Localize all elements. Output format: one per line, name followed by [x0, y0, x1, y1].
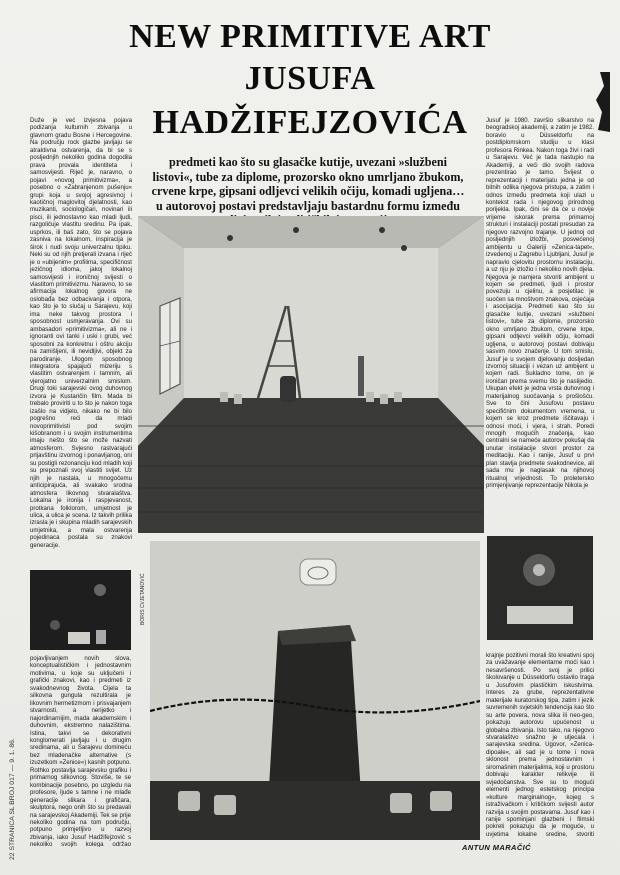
column-text: Jusuf je 1980. završio slikarstvo na beogradskoj akademiji, a zatim je 1982. boravio u Düsseldorfu na postdiplomskom studiju u klasi profesora Rinkea. Nakon toga živi i radi u Sarajevu. Već je tada nastupio na Akademiji, a veći dio svojih radova prezentirao je tamo. Svijest o reprezentaciji i materijalu jedna je od bitnih odlika njegova pristupa, a zatim i odnos između predmeta koji ulazi u kontekst rada i njegovog prirodnog porijekla. Ipak, čini se da će u novije vrijeme iskorak prema primarnoj strukturi i instalaciji postati presudan za njegovo razvojno trajanje. U jednoj od posljednjih izložbi, posvećenoj ambijentu u Galeriji »Zenica-tapet«, izvedenoj u Zagrebu i Ljubljani, Jusuf je napravio cjelovitu prostornu instalaciju, a uz nju je izložio i nekoliko novih djela. Njegova je namjera stvoriti ambijent u kojem se predmeti, ljudi i prostor povezuju u cjelinu, a posjetilac je suočen sa mnoštvom znakova, osjećaja i asocijacija. Predmeti kao što su glasačke kutije, uvezani »službeni listovi«, tube za diplome, prozorsko okno umrljano žbukom, crvene krpe, gipsani odljevci velikih očiju, komadi ugljena, u autorovoj postavi dobivaju sasvim novo značenje. U tom smislu, Jusuf je u svojem djelovanju dosljedan izvornoj situaciji i vezan uz ambijent u kojem radi. Sukladno tome, on je ironičan prema svemu što je naslijedio. Ukupan efekt je jedna vrsta duhovnog i materijalnog suočavanja s prošlošću. Sve to čini Jusufovu postavu specifičnim dokumentom vremena, u kojem se kroz predmete iščitavaju i odnosi moći, i vjera, i strah. Poredi mnogih mogućih značenja, kao centralni se nameće autorov pokušaj da unutar instalacije stvori prostor za meditaciju. Kao i ranije, Jusuf u prvi plan stavlja predmete svakodnevice, ali sada mu je naglasak na njihovoj ritualnoj vrijednosti. To proletersko primjenjivanje reprezentacije Nikola je — [486, 117, 594, 490]
detail-right-image — [487, 536, 593, 640]
page-footer: 22 STRANICA SL BROJ 017 — 9. 1. 86. — [9, 738, 16, 860]
title-line-1: NEW PRIMITIVE ART — [129, 18, 491, 55]
gallery-room-image — [138, 216, 484, 533]
detail-left-image — [30, 570, 131, 650]
photo-gallery-room — [138, 216, 484, 533]
text-column-right-top — [486, 117, 594, 537]
title-line-2: JUSUFA — [244, 60, 376, 97]
column-text: krajnje pozitivni morali što kreativni spoj za uvažavanje elementarne moći kao i nesavršenosti. Po svoj je prilici školovanje u Düsseldorfu ostavilo traga u Jusufovim plastičkim iskustvima. Interes za grube, reprezentativne materijale kuratorskog tipa, zatim i jezik suvremenih svjetskih tendencija kao što su arte povera, nova slika ili neo-geo, pokazuju autorovu upućenost u globalna zbivanja. Isto tako, na njegovo stvaralaštvo snažno je utjecala i sarajevska sredina. Ugovor, »Zenica-dipoale«, ali sad je u tome i nova sklonost prema jednostavnim i siromašnim materijalima, koji u prostoru dobivaju karakter relikvije ili svjedočanstva. Sve su to mogući elementi jednog estetskog principa »kulture marginalnog«, kojeg s istraživačkom i kritičkom svijesti autor razvija u svojim postavama. Jusuf kao i ranije spominjani glazbeni i filmski pokreti pokazuju da je moguće, u uvjetima lokalne sredine, stvoriti — [486, 652, 594, 838]
lead-paragraph: predmeti kao što su glasačke kutije, uvezani »službeni listovi«, tube za diplome, prozorsko okno umrljano žbukom, crvene krpe, gipsani odljevci velikih očiju, komadi ugljena… u autorovoj postavi predstavljaju bastardnu formu između — [151, 155, 465, 213]
column-text: pojavljivanjem novih slova, konceptualističkim i jednostavnim motivima, u koje su uključeni i grafički znakovi, kao i predmeti iz svakodnevnog života. Cijela ta silkovna gungula rezultirala je likovnim hermetizmom i prisvajanjem stvarnosti, a nerijetko i najordinarnijim, mada akademskim i duhovnim, ekstremno nalazištima. Istina, takvi se dekorativni konglomerati javljaju i u drugim sredinama, ali u Sarajevu domineću bez mladenačke alternative (s izuzetkom »Zenice«) kasnih potpuno. Rothko postavlja sarajevsku grafiku i primarnog silkovnog. Stoviše, te se kombinacije posebno, po uzgledu na profesore, ljude s tamne i ne mlađe generacije slikara i grafičara, skulptora, nego onih što su predavali na sarajevskoj Akademiji. Tek se prije nekoliko godina na tom području, potpuno primjetljivo u razvoj zbivanja, iako Jusuf Hadžifejzović s nekoliko svojih kolega održao — [30, 655, 131, 847]
title-line-3: HADŽIFEJZOVIĆA — [152, 104, 468, 141]
photo-credit: BORIS CVJETANOVIĆ — [140, 573, 146, 625]
column-text: Duže je već izvjesna pojava podizanja kulturnih zbivanja u glavnom gradu Bosne i Hercegovine. Na području rock glazbe javljaju se atraktivna ostvarenja, da bi se s posljednjih nekoliko godina dogodila prava provala identiteta i samosvijesti. Riječ je, naravno, o pojavi »novog primitivizma«, a posebno o »Zabranjenom pušenju« grupi koja u svojoj agresivnoj i kaotičnoj maglovitoj djelatnosti, kao muzikanti, sociologičari, novinari ili pisci, ili jednostavno kao mladi ljudi, razgoličuje vlastitu sredinu. Pa ipak, usprkos, ili baš zato, što se pojava zasniva na lokalnom, inspiracija je širok i nudi svoju univerzalnu tipiku. Neki su od njih pretjerali izvana i riječ je o »ubijenim« profilima, specifičnost jezičnog idioma, jakoj lokalnoj samosvijesti i ironičnoj svijesti o vlastitom primitivizmu. Naravno, to se afirmacija lokalnog govora ne oslobađa bez odbacivanja i otpora, kao što je to slučaj u Sarajevu, koji ima neke takvog prostora i sposobnost usmjeravanja. Ovi su ambasadori »primitivizma«, ali ne i ignoranti ovi tanki i uski i grubi, već sposobni za konkretnu i oštru akciju na zamišljeni, ili nevidljivi, objekt za parodiranje. Ulogom sposobnog integratora spajajući mizeriju s vlastitim ostvarenjem i tamnim, ali vjerojatno univerzalnim smislom. Drugi toki sarajevski ovog duhovnog izvora je Kustaričin film. Mada bi trebalo proviriti u to što je nakon toga izašlo na vidjelo, nikako ne bi bilo pogrešno reći da mladi novoprimitivisti pod svojim kišobranom i u svojim instrumentima imaju nešto što se može nazvati atmosferom. Svjesno rastvarajući prljavštinu izvornog i ponavljanog, oni su postigli rezonanciju kod mladih koji su prepoznali svoj vlastiti svijet. Uz njih je nastala, u mnogočemu anticipirajuća, ali svakako srodna atmosfera likovnog stvaralaštva. Lokalna je ironija i raspjevanost, protkana folklorom, umjetnost je ulica, a ulica je scena. Iz takvih prilika izrasla je i skupina mladih sarajevskih umjetnika, a mala ostvarenja pojedinaca postala su znakovi generacije. — [30, 117, 132, 549]
text-column-right-bottom — [486, 652, 594, 838]
photo-slab-detail — [150, 541, 480, 840]
slab-image — [150, 541, 480, 840]
photo-detail-right — [487, 536, 593, 640]
photo-detail-left — [30, 570, 131, 650]
text-column-left-top — [30, 117, 132, 569]
text-column-left-bottom — [30, 655, 131, 847]
author-signature: ANTUN MARAČIĆ — [462, 843, 531, 852]
